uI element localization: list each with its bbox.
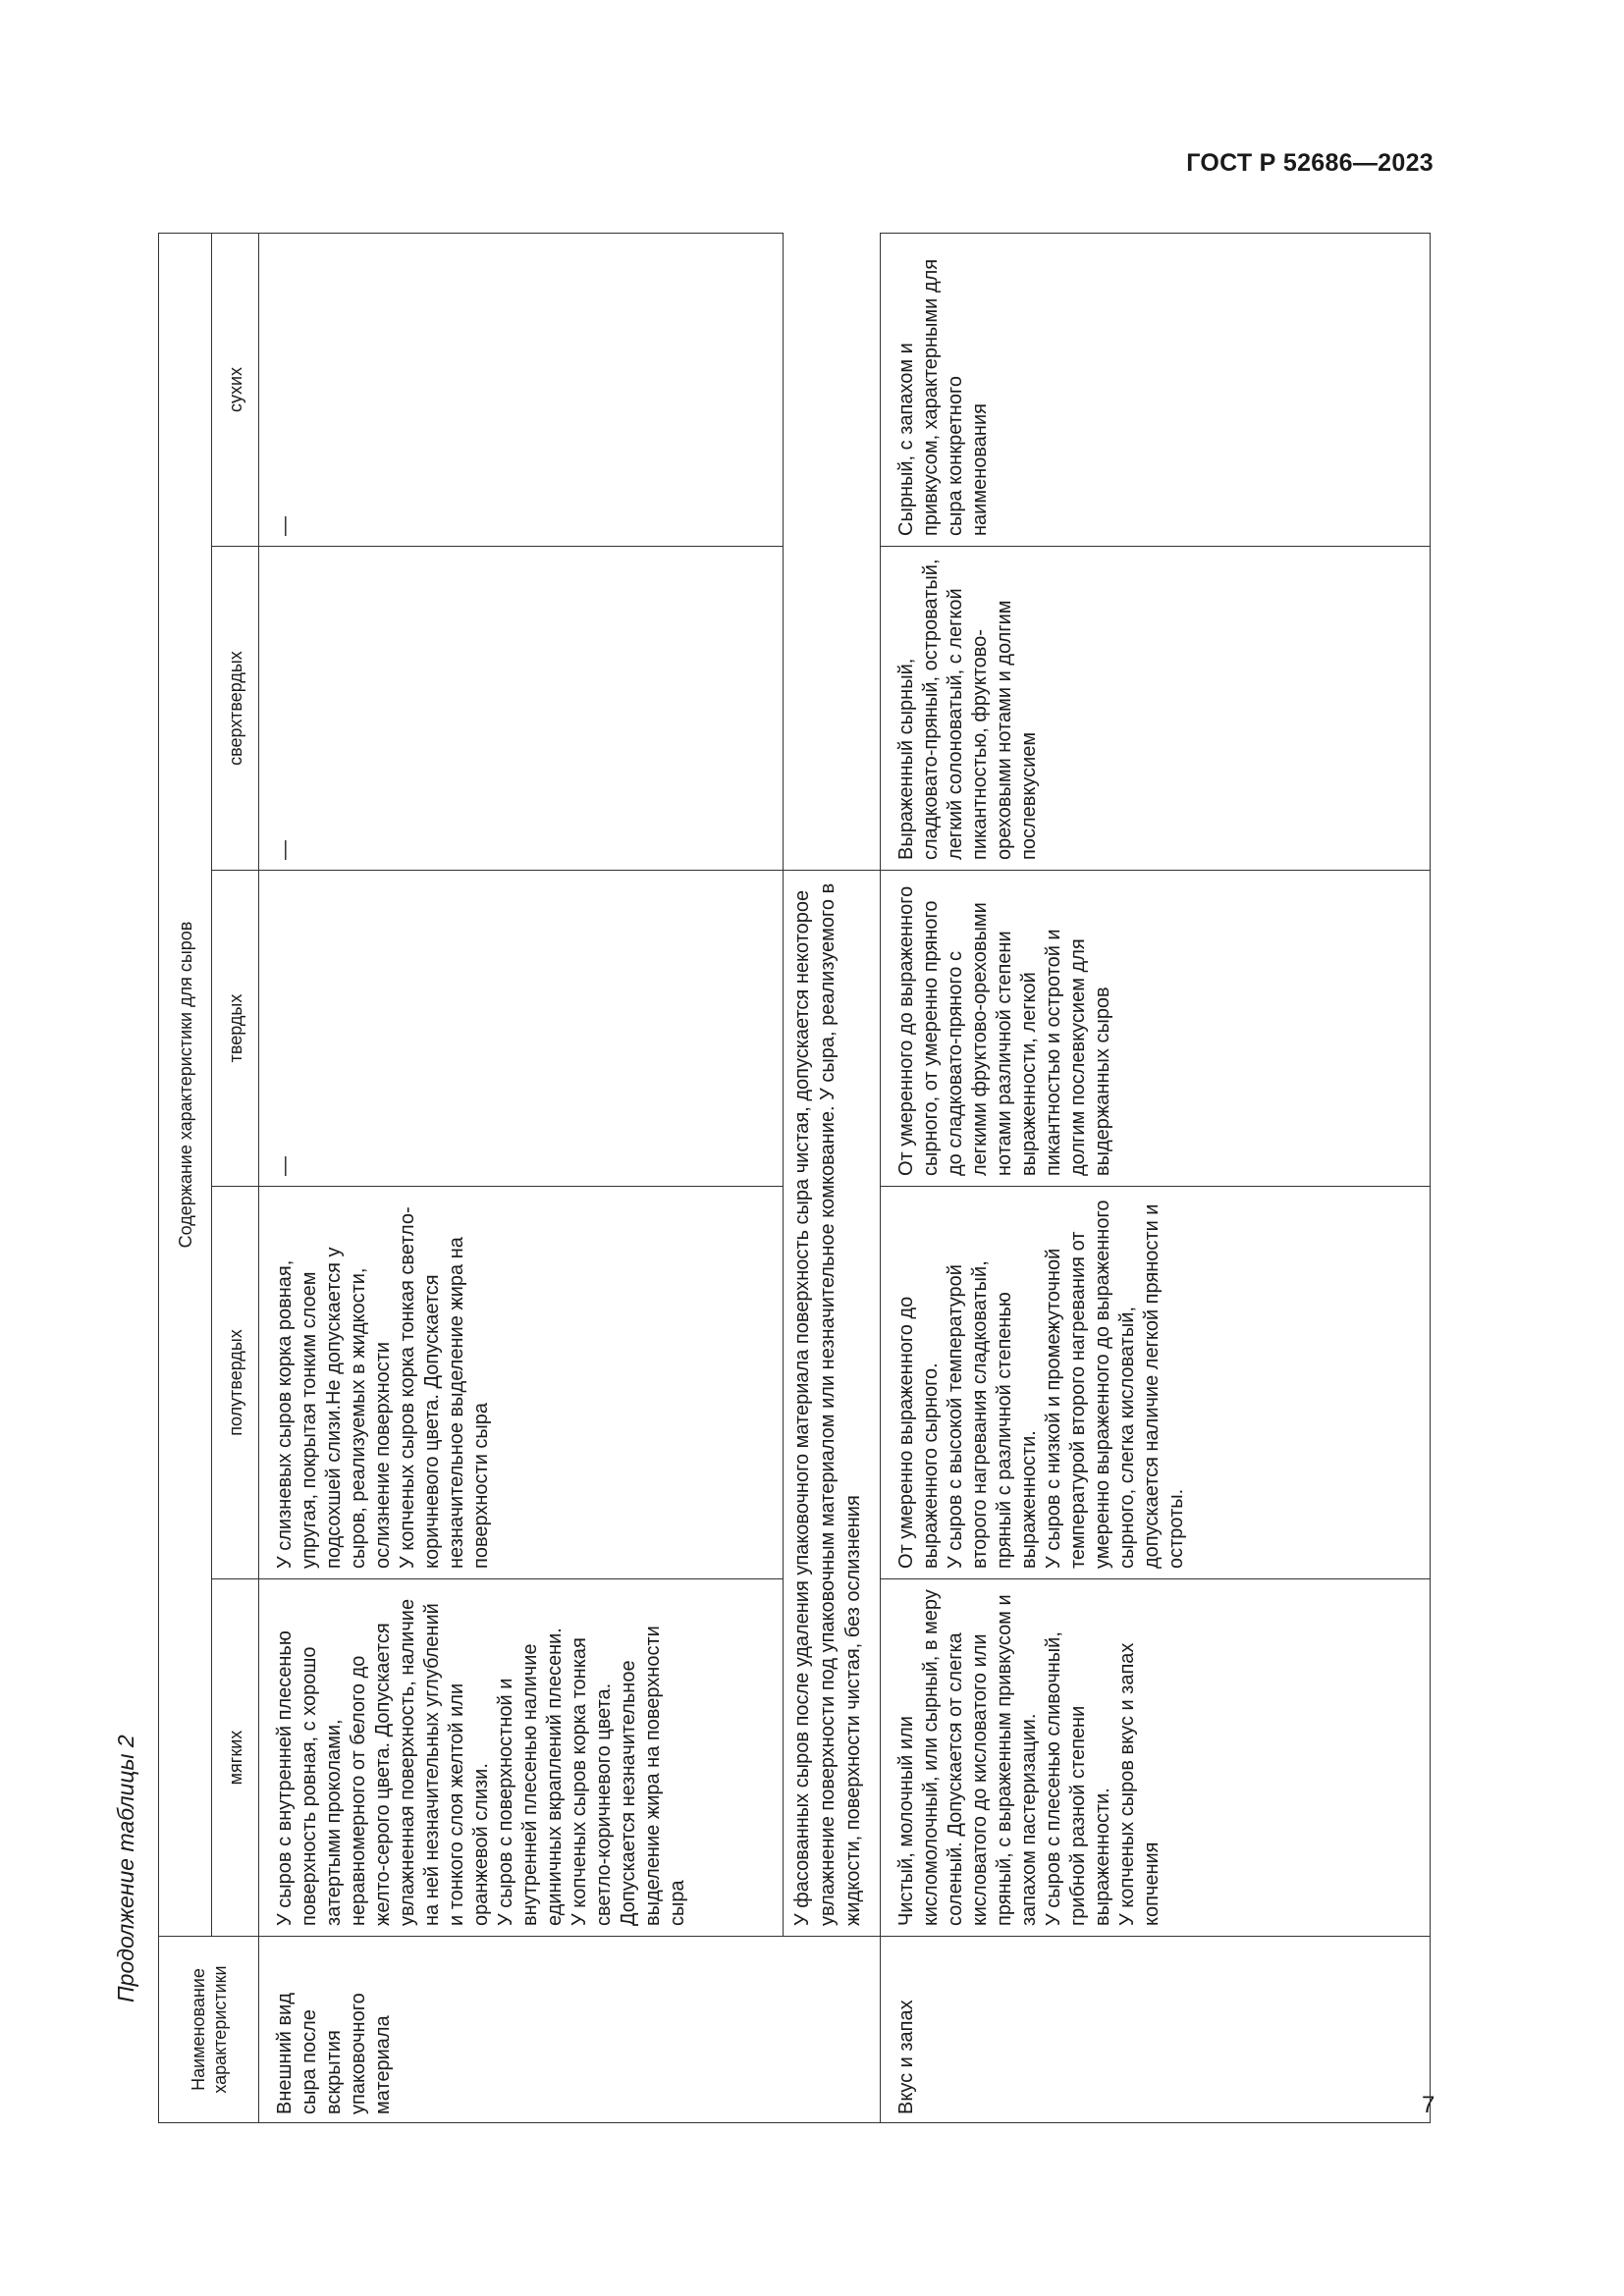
cell-appearance-soft: У сыров с внутренней плесенью поверхность ровная, с хорошо затертыми проколами, неравномерного от белого до желто-серого цвета. Допускается увлажненная поверхность, наличие на ней незначительных углублений и тонкого слоя желтой или оранжевой слизи. У сыров с поверхностной и внутренней плесенью наличие единичных вкраплений плесени. У копченых сыров корка тонкая светло-коричневого цвета. Допускается незначительное выделение жира на поверхности сыра — [259, 1579, 784, 1937]
page-number: 7 — [1422, 2092, 1435, 2118]
column-header-dry: сухих — [212, 233, 259, 546]
table-caption: Продолжение таблицы 2 — [113, 1735, 138, 2002]
document-code: ГОСТ Р 52686—2023 — [1186, 149, 1434, 177]
column-header-soft: мягких — [212, 1579, 259, 1937]
group-header: Содержание характеристики для сыров — [159, 233, 212, 1936]
header-row-types — [212, 233, 259, 2122]
table-row-appearance — [259, 233, 784, 2122]
column-header-name: Наименование характеристики — [159, 1937, 259, 2123]
blank-area — [784, 233, 881, 870]
cell-appearance-extrahard: — — [259, 547, 784, 871]
table-row-packaged — [784, 233, 881, 2122]
header-row-group — [159, 233, 212, 2122]
rotated-table-region — [158, 234, 1430, 2123]
cell-packaged-note: У фасованных сыров после удаления упаковочного материала поверхность сыра чистая, допускается некоторое увлажнение поверхности под упаковочным материалом или незначительное комкование. У сыра, реализуемого в жидкости, поверхности чистая, без ослизнения — [784, 871, 881, 1937]
cell-taste-dry: Сырный, с запахом и привкусом, характерными для сыра конкретного наименования — [881, 233, 1431, 546]
cell-appearance-dry: — — [259, 233, 784, 546]
table-row-taste — [881, 233, 1431, 2122]
characteristics-table — [158, 233, 1431, 2123]
column-header-semihard: полутвердых — [212, 1187, 259, 1579]
column-header-extrahard: сверхтвердых — [212, 547, 259, 871]
cell-taste-hard: От умеренного до выраженного сырного, от умеренно пряного до сладковато-пряного с легкими фруктово-ореховыми нотами различной степени выраженности, легкой пикантностью и остротой и долгим послевкусием для выдержанных сыров — [881, 871, 1431, 1187]
cell-appearance-hard: — — [259, 871, 784, 1187]
cell-appearance-semihard: У слизневых сыров корка ровная, упругая, покрытая тонким слоем подсохшей слизи.Не допускается у сыров, реализуемых в жидкости, ослизнение поверхности У копченых сыров корка тонкая светло-коричневого цвета. Допускается незначительное выделение жира на поверхности сыра — [259, 1187, 784, 1579]
cell-taste-semihard: От умеренно выраженного до выраженного сырного. У сыров с высокой температурой второго нагревания сладковатый, пряный с различной степенью выраженности. У сыров с низкой и промежуточной температурой второго нагревания от умеренно выраженного до выраженного сырного, слегка кисловатый, допускается наличие легкой пряности и остроты. — [881, 1187, 1431, 1579]
row-name-taste: Вкус и запах — [881, 1937, 1431, 2123]
cell-taste-extrahard: Выраженный сырный, сладковато-пряный, островатый, легкий солоноватый, с легкой пикантностью, фруктово-ореховыми нотами и долгим послевкусием — [881, 547, 1431, 871]
row-name-appearance: Внешний вид сыра после вскрытия упаковочного материала — [259, 1937, 881, 2123]
column-header-hard: твердых — [212, 871, 259, 1187]
cell-taste-soft: Чистый, молочный или кисломолочный, или сырный, в меру соленый. Допускается от слегка кисловатого до кисловатого или пряный, с выраженным привкусом и запахом пастеризации. У сыров с плесенью сливочный, грибной разной степени выраженности. У копченых сыров вкус и запах копчения — [881, 1579, 1431, 1937]
